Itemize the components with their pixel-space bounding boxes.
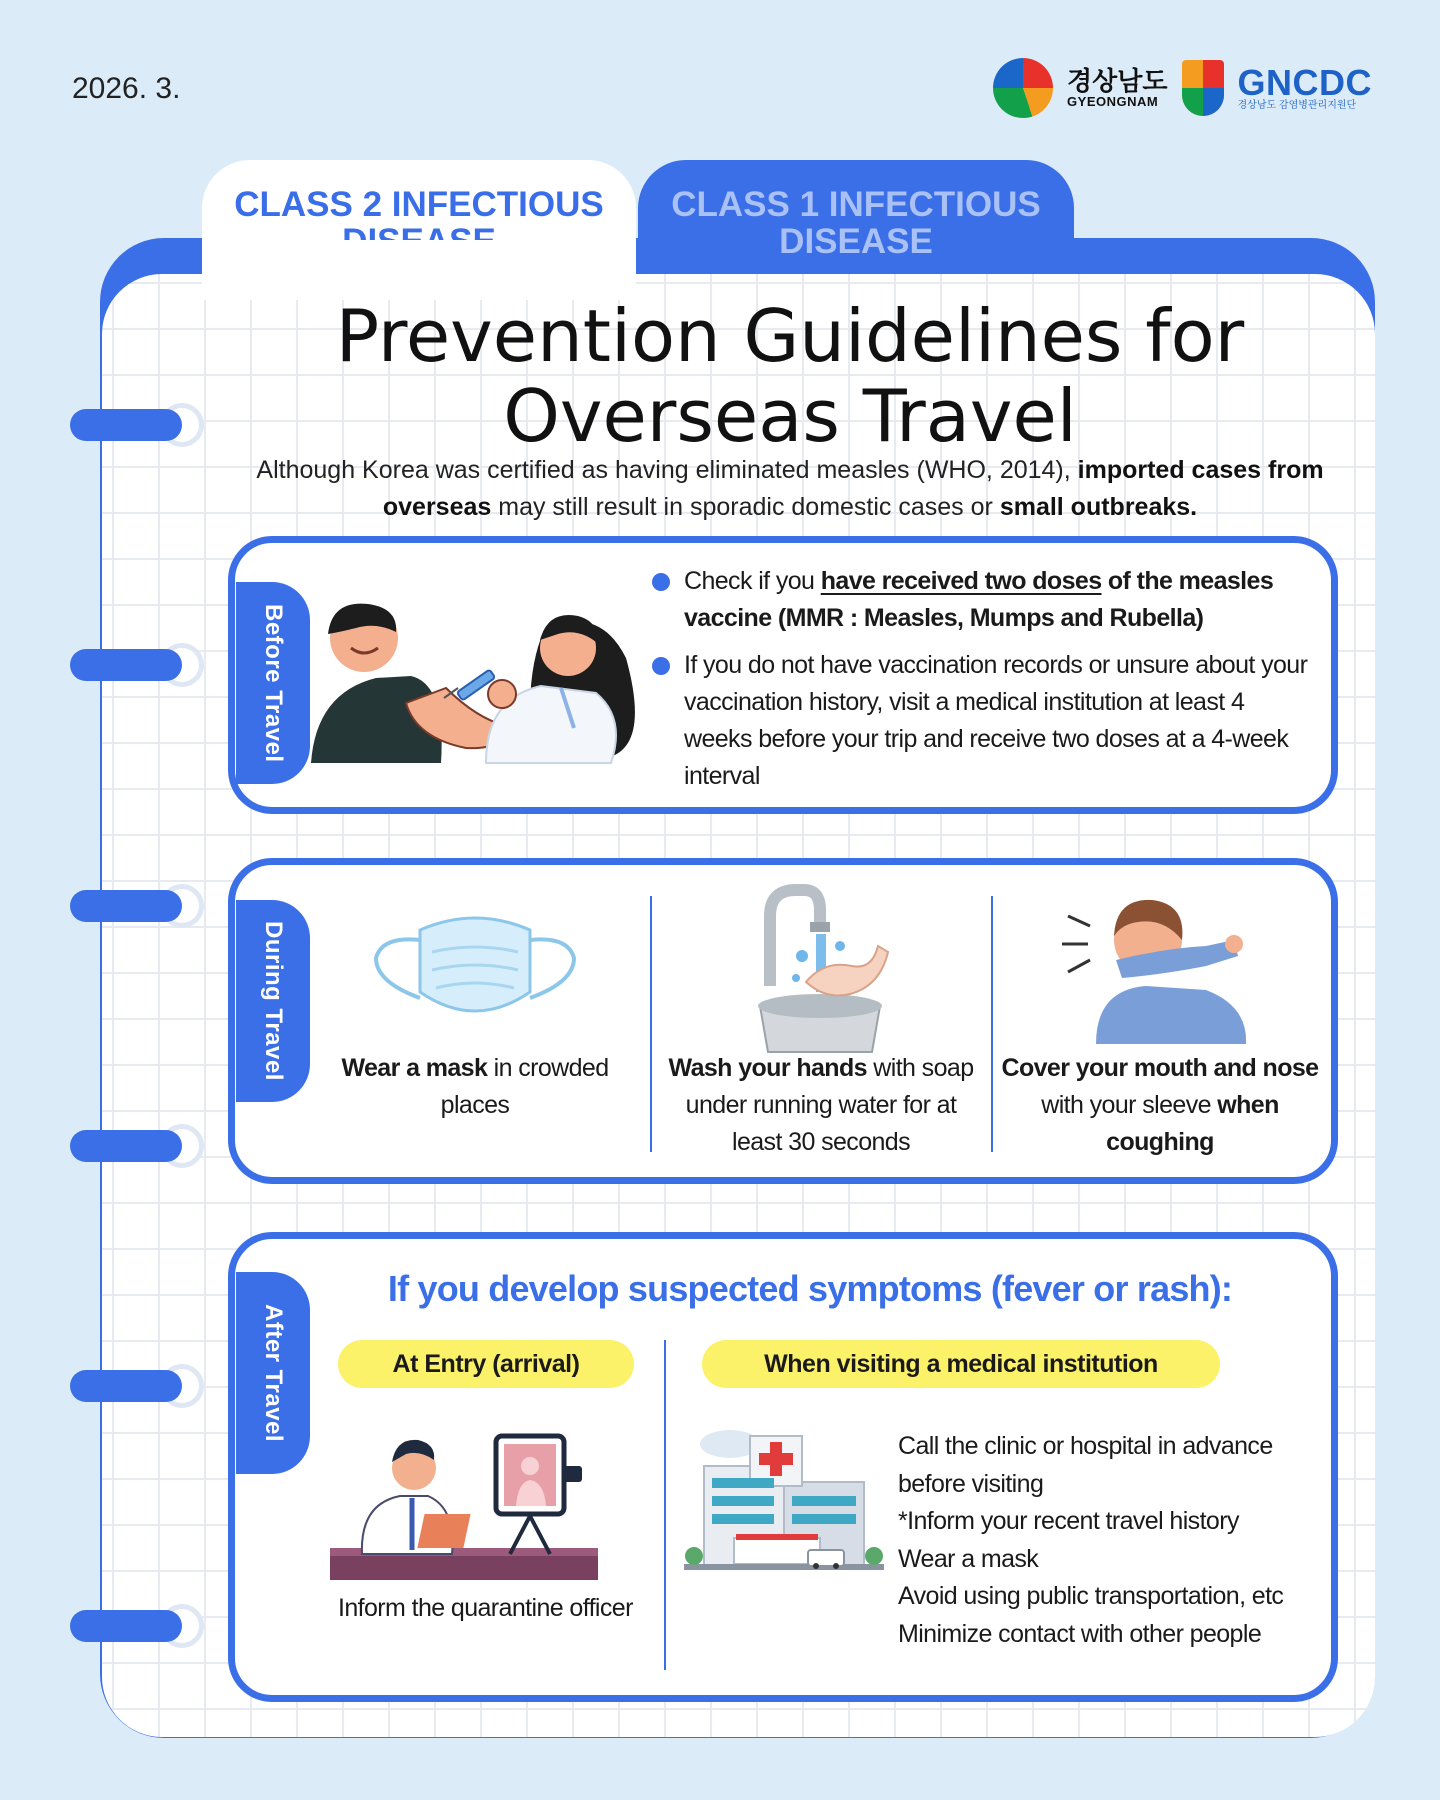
intro-text [240, 452, 1340, 526]
binder-ring [70, 409, 182, 441]
handwash-icon [740, 886, 900, 1056]
medical-line-6: Minimize contact with other people [898, 1619, 1262, 1648]
before-item-1-pre: Check if you [684, 567, 821, 595]
before-item-1-bold: of the measles vaccine (MMR : Measles, Mumps and Rubella) [684, 567, 1274, 632]
before-item-1 [684, 563, 1312, 637]
logos [993, 58, 1372, 118]
mask-rest: in crowded places [440, 1054, 609, 1119]
before-item-2-text: If you do not have vaccination records or unsure about your vaccination history, visit a medical institution at least 4 weeks before your trip and receive two doses at a 4-week interval [684, 651, 1308, 790]
pill-medical-institution: When visiting a medical institution [702, 1340, 1220, 1388]
title-line-1: Prevention Guidelines for [335, 294, 1245, 378]
cough-bold-2: when coughing [1106, 1091, 1279, 1156]
tab-class-2-label: CLASS 2 INFECTIOUS [234, 185, 604, 224]
intro-bold-2: small outbreaks. [999, 493, 1198, 521]
intro-bold-1: imported cases from overseas [382, 456, 1324, 521]
during-travel-tag [236, 900, 310, 1102]
title-line-2: Overseas Travel [503, 374, 1077, 458]
during-travel-label: During Travel [260, 921, 287, 1081]
pill-at-entry: At Entry (arrival) [338, 1340, 634, 1388]
page-title [240, 296, 1340, 456]
intro-part-1: Although Korea was certified as having eliminated measles (WHO, 2014), [256, 456, 1078, 484]
during-col-mask [326, 1050, 624, 1124]
cough-mid: with your sleeve [1041, 1091, 1218, 1119]
intro-part-2: may still result in sporadic domestic cases or [491, 493, 1000, 521]
during-divider-2 [991, 896, 993, 1152]
handwash-rest: with soap under running water for at least 30 seconds [685, 1054, 974, 1156]
entry-text: Inform the quarantine officer [338, 1594, 633, 1622]
gyeongnam-logo-text [1067, 65, 1168, 109]
hospital-icon [684, 1426, 884, 1572]
after-heading: If you develop suspected symptoms (fever or rash): [387, 1268, 1233, 1309]
medical-line-4: Wear a mask [898, 1544, 1039, 1573]
medical-line-3: *Inform your recent travel history [898, 1507, 1239, 1535]
during-col-handwash [660, 1050, 982, 1161]
vaccination-illustration [306, 598, 656, 768]
gncdc-logo-text [1237, 61, 1373, 112]
after-travel-tag [236, 1272, 310, 1474]
gyeongnam-logo-icon [993, 58, 1053, 118]
during-divider-1 [650, 896, 652, 1152]
medical-steps [898, 1428, 1328, 1653]
before-item-2 [684, 647, 1312, 795]
binder-ring [70, 1370, 182, 1402]
issue-date: 2026. 3. [72, 72, 181, 105]
medical-line-1: Call the clinic or hospital in advance [898, 1432, 1273, 1460]
cough-bold-1: Cover your mouth and nose [1001, 1054, 1319, 1082]
gyeongnam-logo-kr: 경상남도 [1067, 65, 1168, 96]
gncdc-logo: GNCDC [1237, 61, 1372, 103]
medical-line-2: before visiting [898, 1469, 1044, 1498]
during-col-cough [1000, 1050, 1320, 1161]
binder-ring [70, 1610, 182, 1642]
binder-ring [70, 649, 182, 681]
mask-bold: Wear a mask [341, 1054, 488, 1082]
binder-ring [70, 890, 182, 922]
after-travel-label: After Travel [260, 1303, 287, 1443]
after-divider [664, 1340, 666, 1670]
quarantine-officer-icon [330, 1432, 600, 1582]
before-travel-list [652, 563, 1312, 805]
gncdc-shield-icon [1182, 60, 1224, 116]
tab-class-1-label: CLASS 1 INFECTIOUS DISEASE [671, 185, 1041, 261]
gyeongnam-logo-en: GYEONGNAM [1067, 93, 1159, 109]
cough-icon [1056, 894, 1256, 1044]
tab-bridge [202, 240, 636, 300]
mask-icon [372, 912, 578, 1024]
before-travel-label: Before Travel [260, 603, 287, 763]
before-travel-tag [236, 582, 310, 784]
binder-ring [70, 1130, 182, 1162]
before-item-1-underline: have received two doses [820, 567, 1102, 595]
medical-line-5: Avoid using public transportation, etc [898, 1582, 1284, 1610]
gncdc-logo-sub: 경상남도 감염병관리지원단 [1237, 99, 1357, 111]
handwash-bold: Wash your hands [668, 1054, 867, 1082]
